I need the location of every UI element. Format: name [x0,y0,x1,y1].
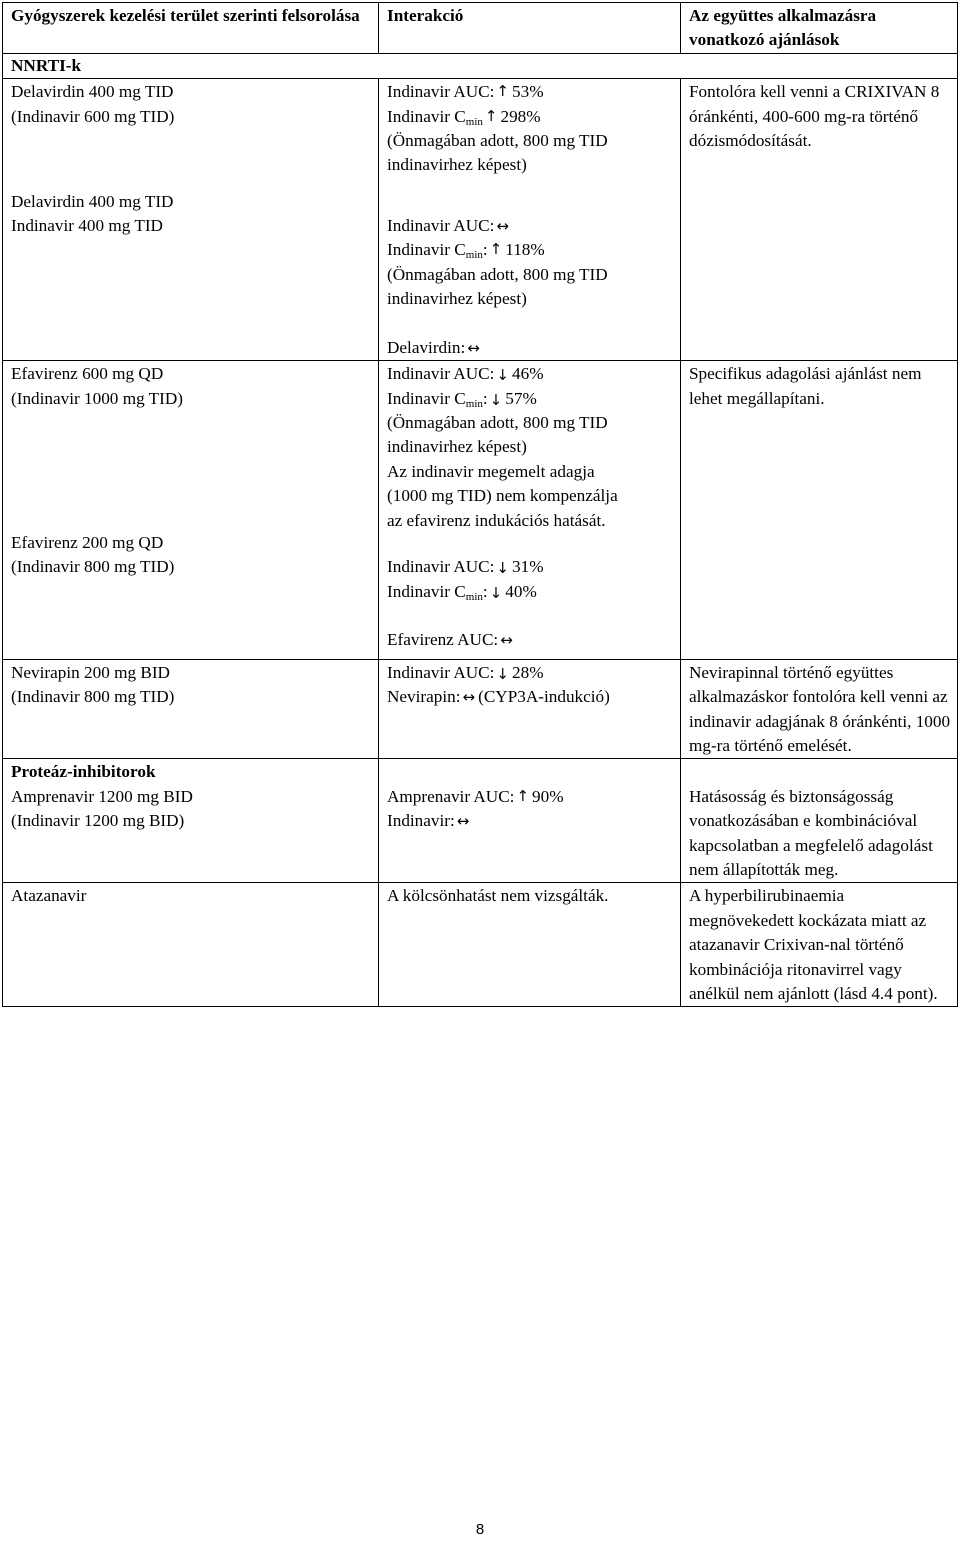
interaction-cell-delavirdin [379,79,681,361]
section-row-nnrti [3,53,958,78]
interaction-line: Indinavir AUC: ↓ 46% [387,362,674,386]
interaction-line: (Önmagában adott, 800 mg TID [387,264,608,284]
drug-line: Delavirdin 400 mg TID [11,191,174,211]
interaction-line: (Önmagában adott, 800 mg TID [387,413,608,433]
drug-line: Indinavir 400 mg TID [11,216,163,236]
interaction-line: Indinavir $C_{min}$: ↓ 57% [387,387,674,411]
drug-cell-atazanavir: Atazanavir [3,883,379,1007]
drug-line: Efavirenz 200 mg QD [11,532,164,552]
section-label-protease: Proteáz-inhibitorok [11,762,156,782]
interaction-line: Indinavir $C_{min}$ ↑ 298% [387,105,674,129]
arrow-down-icon: ↓ [496,559,509,578]
interaction-cell-nevirapin [379,659,681,759]
interaction-table [2,2,958,1007]
interaction-line: Az indinavir megemelt adagja [387,461,595,481]
interaction-line: Indinavir AUC: ↓ 31% [387,555,674,579]
header-recommendation-column: Az együttes alkalmazásra vonatkozó ajánlások [681,3,958,54]
section-label-nnrti: NNRTI-k [3,53,958,78]
recommendation-cell-nevirapin: Nevirapinnal történő együttes alkalmazáskor fontolóra kell venni az indinavir adagjának 8 óránkénti, 1000 mg-ra történő emelését. [681,659,958,759]
arrow-up-icon: ↑ [496,82,509,101]
header-interaction-column: Interakció [379,3,681,54]
drug-line: Amprenavir 1200 mg BID [11,786,193,806]
interaction-line: Indinavir AUC: ↔ [387,214,674,238]
interaction-line: Indinavir AUC: ↑ 53% [387,80,674,104]
table-header-row [3,3,958,54]
drug-line: (Indinavir 800 mg TID) [11,557,175,577]
table-row-amprenavir [3,759,958,883]
drug-cell-amprenavir [3,759,379,883]
arrow-down-icon: ↓ [496,366,509,385]
interaction-line: indinavirhez képest) [387,155,527,175]
drug-cell-nevirapin [3,659,379,759]
interaction-line: Indinavir $C_{min}$: ↓ 40% [387,580,674,604]
arrow-up-icon: ↑ [484,106,498,125]
recommendation-cell-efavirenz: Specifikus adagolási ajánlást nem lehet megállapítani. [681,361,958,659]
drug-line: Efavirenz 600 mg QD [11,364,164,384]
table-row-efavirenz [3,361,958,659]
table-row-nevirapin [3,659,958,759]
drug-line: (Indinavir 800 mg TID) [11,687,175,707]
arrow-up-icon: ↑ [489,240,503,259]
interaction-line: Nevirapin: ↔ (CYP3A-indukció) [387,685,674,709]
arrow-down-icon: ↓ [489,390,503,409]
recommendation-cell-atazanavir: A hyperbilirubinaemia megnövekedett kockázata miatt az atazanavir Crixivan-nal történő kombinációja ritonavirrel vagy anélkül nem ajánlott (lásd 4.4 pont). [681,883,958,1007]
interaction-line: Delavirdin: ↔ [387,336,674,360]
page-number: 8 [475,1521,485,1538]
interaction-cell-efavirenz [379,361,681,659]
arrow-neutral-icon: ↔ [462,688,476,707]
table-row-atazanavir [3,883,958,1007]
interaction-cell-amprenavir [379,759,681,883]
interaction-cell-atazanavir: A kölcsönhatást nem vizsgálták. [379,883,681,1007]
interaction-line: (Önmagában adott, 800 mg TID [387,131,608,151]
recommendation-cell-delavirdin: Fontolóra kell venni a CRIXIVAN 8 óránkénti, 400-600 mg-ra történő dózismódosítását. [681,79,958,361]
interaction-line: Indinavir: ↔ [387,809,674,833]
interaction-line: indinavirhez képest) [387,437,527,457]
arrow-neutral-icon: ↔ [500,631,513,650]
arrow-neutral-icon: ↔ [496,216,509,235]
interaction-line: Indinavir AUC: ↓ 28% [387,661,674,685]
header-drug-column: Gyógyszerek kezelési terület szerinti felsorolása [3,3,379,54]
interaction-line: az efavirenz indukációs hatását. [387,510,606,530]
arrow-neutral-icon: ↔ [467,338,480,357]
arrow-neutral-icon: ↔ [456,812,470,831]
drug-line: (Indinavir 1200 mg BID) [11,811,185,831]
interaction-line: Amprenavir AUC: ↑ 90% [387,785,674,809]
arrow-down-icon: ↓ [489,583,503,602]
drug-line: (Indinavir 1000 mg TID) [11,388,184,408]
interaction-line: Efavirenz AUC: ↔ [387,628,674,652]
drug-line: Delavirdin 400 mg TID [11,82,174,102]
drug-line: Nevirapin 200 mg BID [11,662,170,682]
drug-cell-delavirdin-1 [3,79,379,361]
recommendation-cell-amprenavir: Hatásosság és biztonságosság vonatkozásában e kombinációval kapcsolatban a megfelelő adagolást nem állapították meg. [681,759,958,883]
interaction-line: indinavirhez képest) [387,289,527,309]
arrow-down-icon: ↓ [496,664,509,683]
table-row-delavirdin-1 [3,79,958,361]
arrow-up-icon: ↑ [516,786,530,805]
drug-line: (Indinavir 600 mg TID) [11,106,175,126]
drug-cell-efavirenz [3,361,379,659]
interaction-line: Indinavir $C_{min}$: ↑ 118% [387,238,674,262]
interaction-line: (1000 mg TID) nem kompenzálja [387,486,618,506]
